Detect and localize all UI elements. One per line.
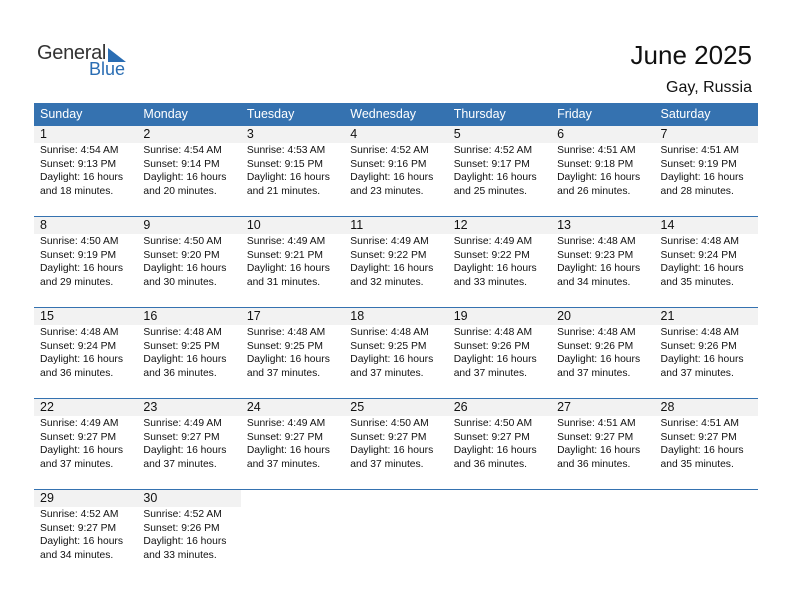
empty-day-cell: [344, 490, 447, 580]
day-cell: [655, 308, 758, 398]
day-number: 11: [344, 217, 447, 234]
sunset-text: Sunset: 9:19 PM: [660, 158, 737, 170]
day-cell: [137, 399, 240, 489]
day-info: [34, 144, 137, 198]
daylight-text: and 37 minutes.: [453, 367, 527, 379]
daylight-text: and 37 minutes.: [246, 458, 321, 470]
sunset-text: Sunset: 9:19 PM: [40, 249, 117, 261]
day-cell: [34, 399, 137, 489]
day-info: [344, 417, 447, 471]
daylight-text: and 34 minutes.: [40, 549, 114, 561]
week-row: [34, 307, 758, 398]
day-number: 15: [34, 308, 137, 325]
sunrise-text: Sunrise: 4:51 AM: [660, 145, 739, 156]
day-number: 12: [448, 217, 551, 234]
day-info: [655, 326, 758, 380]
sunrise-text: Sunrise: 4:50 AM: [143, 236, 222, 247]
day-number: 27: [551, 399, 654, 416]
week-row: [34, 216, 758, 307]
day-info: [137, 235, 240, 289]
day-info: [655, 235, 758, 289]
sunset-text: Sunset: 9:26 PM: [660, 340, 737, 352]
day-number: 19: [448, 308, 551, 325]
sunrise-text: Sunrise: 4:53 AM: [246, 145, 326, 156]
sunset-text: Sunset: 9:21 PM: [246, 249, 323, 261]
sunset-text: Sunset: 9:26 PM: [143, 522, 220, 534]
daylight-text: and 29 minutes.: [40, 276, 114, 288]
daylight-text: Daylight: 16 hours: [143, 263, 227, 275]
weekday-sunday: Sunday: [40, 107, 83, 121]
day-cell: [448, 399, 551, 489]
sunrise-text: Sunrise: 4:49 AM: [246, 418, 326, 429]
sunset-text: Sunset: 9:25 PM: [143, 340, 220, 352]
daylight-text: Daylight: 16 hours: [660, 354, 744, 366]
day-info: [655, 417, 758, 471]
sunset-text: Sunset: 9:27 PM: [453, 431, 530, 443]
sunrise-text: Sunrise: 4:51 AM: [557, 418, 636, 429]
daylight-text: Daylight: 16 hours: [40, 263, 123, 275]
sunset-text: Sunset: 9:26 PM: [453, 340, 530, 352]
daylight-text: Daylight: 16 hours: [143, 445, 227, 457]
sunrise-text: Sunrise: 4:48 AM: [557, 327, 636, 338]
sunrise-text: Sunrise: 4:51 AM: [660, 418, 739, 429]
daylight-text: Daylight: 16 hours: [453, 354, 537, 366]
day-number: 2: [137, 126, 240, 143]
sunrise-text: Sunrise: 4:51 AM: [557, 145, 636, 156]
daylight-text: and 36 minutes.: [453, 458, 527, 470]
daylight-text: and 20 minutes.: [143, 185, 217, 197]
daylight-text: and 21 minutes.: [246, 185, 321, 197]
sunrise-text: Sunrise: 4:50 AM: [40, 236, 119, 247]
sunset-text: Sunset: 9:13 PM: [40, 158, 117, 170]
weekday-monday: Monday: [143, 107, 188, 121]
daylight-text: Daylight: 16 hours: [143, 354, 227, 366]
daylight-text: Daylight: 16 hours: [660, 445, 744, 457]
daylight-text: Daylight: 16 hours: [557, 445, 641, 457]
daylight-text: and 35 minutes.: [660, 276, 734, 288]
day-info: [344, 144, 447, 198]
day-number: 8: [34, 217, 137, 234]
day-number: 29: [34, 490, 137, 507]
day-number: 5: [448, 126, 551, 143]
day-cell: [34, 490, 137, 580]
daylight-text: Daylight: 16 hours: [350, 263, 434, 275]
daylight-text: and 25 minutes.: [453, 185, 527, 197]
sunset-text: Sunset: 9:25 PM: [350, 340, 427, 352]
page-title: June 2025: [630, 40, 752, 70]
day-info: [344, 235, 447, 289]
day-cell: [655, 217, 758, 307]
daylight-text: Daylight: 16 hours: [453, 263, 537, 275]
day-info: [137, 508, 240, 562]
day-info: [344, 326, 447, 380]
day-number: 30: [137, 490, 240, 507]
weekday-tuesday: Tuesday: [246, 107, 295, 121]
day-cell: [551, 217, 654, 307]
daylight-text: and 18 minutes.: [40, 185, 114, 197]
day-cell: [241, 217, 344, 307]
sunset-text: Sunset: 9:26 PM: [557, 340, 634, 352]
sunrise-text: Sunrise: 4:50 AM: [453, 418, 533, 429]
sunset-text: Sunset: 9:27 PM: [143, 431, 220, 443]
day-number: 23: [137, 399, 240, 416]
day-number: 4: [344, 126, 447, 143]
daylight-text: and 31 minutes.: [246, 276, 321, 288]
daylight-text: Daylight: 16 hours: [660, 172, 744, 184]
day-cell: [34, 126, 137, 216]
day-cell: [551, 126, 654, 216]
sunset-text: Sunset: 9:27 PM: [557, 431, 634, 443]
sunrise-text: Sunrise: 4:54 AM: [40, 145, 119, 156]
sunrise-text: Sunrise: 4:49 AM: [246, 236, 326, 247]
day-number: 1: [34, 126, 137, 143]
day-cell: [137, 308, 240, 398]
daylight-text: and 28 minutes.: [660, 185, 734, 197]
day-info: [241, 417, 344, 471]
sunrise-text: Sunrise: 4:48 AM: [557, 236, 636, 247]
day-info: [448, 235, 551, 289]
day-info: [551, 326, 654, 380]
logo-text-general: General: [37, 42, 107, 64]
day-number: 3: [241, 126, 344, 143]
weekday-wednesday: Wednesday: [350, 107, 417, 121]
day-cell: [655, 126, 758, 216]
daylight-text: Daylight: 16 hours: [246, 445, 330, 457]
daylight-text: Daylight: 16 hours: [350, 354, 434, 366]
daylight-text: and 37 minutes.: [350, 367, 424, 379]
daylight-text: and 36 minutes.: [557, 458, 631, 470]
weekday-header: [34, 103, 758, 125]
location-label: Gay, Russia: [666, 79, 752, 96]
day-info: [137, 326, 240, 380]
sunset-text: Sunset: 9:24 PM: [40, 340, 117, 352]
sunrise-text: Sunrise: 4:52 AM: [350, 145, 429, 156]
sunset-text: Sunset: 9:24 PM: [660, 249, 737, 261]
day-number: 10: [241, 217, 344, 234]
sunset-text: Sunset: 9:27 PM: [40, 522, 117, 534]
day-info: [655, 144, 758, 198]
daylight-text: Daylight: 16 hours: [557, 263, 641, 275]
sunrise-text: Sunrise: 4:49 AM: [453, 236, 533, 247]
sunset-text: Sunset: 9:18 PM: [557, 158, 634, 170]
sunrise-text: Sunrise: 4:48 AM: [350, 327, 429, 338]
day-info: [448, 326, 551, 380]
daylight-text: Daylight: 16 hours: [246, 263, 330, 275]
daylight-text: Daylight: 16 hours: [557, 354, 641, 366]
daylight-text: and 37 minutes.: [143, 458, 217, 470]
day-cell: [241, 126, 344, 216]
sunrise-text: Sunrise: 4:54 AM: [143, 145, 222, 156]
logo-text-blue: Blue: [89, 59, 126, 79]
day-info: [241, 326, 344, 380]
sunset-text: Sunset: 9:27 PM: [246, 431, 323, 443]
daylight-text: and 37 minutes.: [660, 367, 734, 379]
daylight-text: and 30 minutes.: [143, 276, 217, 288]
day-number: 14: [655, 217, 758, 234]
daylight-text: Daylight: 16 hours: [350, 172, 434, 184]
day-info: [551, 417, 654, 471]
daylight-text: and 36 minutes.: [40, 367, 114, 379]
sunrise-text: Sunrise: 4:52 AM: [143, 509, 222, 520]
sunset-text: Sunset: 9:27 PM: [660, 431, 737, 443]
day-info: [551, 235, 654, 289]
daylight-text: Daylight: 16 hours: [246, 172, 330, 184]
sunrise-text: Sunrise: 4:48 AM: [453, 327, 533, 338]
empty-day-cell: [655, 490, 758, 580]
daylight-text: Daylight: 16 hours: [143, 172, 227, 184]
day-number: 28: [655, 399, 758, 416]
day-info: [34, 417, 137, 471]
sunrise-text: Sunrise: 4:52 AM: [40, 509, 119, 520]
daylight-text: Daylight: 16 hours: [350, 445, 434, 457]
daylight-text: and 23 minutes.: [350, 185, 424, 197]
day-number: 26: [448, 399, 551, 416]
day-info: [241, 144, 344, 198]
day-info: [241, 235, 344, 289]
daylight-text: and 26 minutes.: [557, 185, 631, 197]
sunset-text: Sunset: 9:25 PM: [246, 340, 323, 352]
day-number: 22: [34, 399, 137, 416]
day-cell: [241, 308, 344, 398]
daylight-text: and 34 minutes.: [557, 276, 631, 288]
day-cell: [344, 217, 447, 307]
daylight-text: Daylight: 16 hours: [40, 172, 123, 184]
empty-day-cell: [551, 490, 654, 580]
daylight-text: Daylight: 16 hours: [40, 354, 123, 366]
daylight-text: Daylight: 16 hours: [246, 354, 330, 366]
day-cell: [551, 308, 654, 398]
day-cell: [34, 217, 137, 307]
day-number: 20: [551, 308, 654, 325]
sunset-text: Sunset: 9:27 PM: [40, 431, 117, 443]
day-info: [137, 417, 240, 471]
day-number: 7: [655, 126, 758, 143]
day-number: 9: [137, 217, 240, 234]
weeks-container: [34, 125, 758, 580]
day-number: 13: [551, 217, 654, 234]
day-info: [34, 508, 137, 562]
daylight-text: and 32 minutes.: [350, 276, 424, 288]
sunset-text: Sunset: 9:16 PM: [350, 158, 427, 170]
day-number: 25: [344, 399, 447, 416]
sunrise-text: Sunrise: 4:48 AM: [660, 327, 739, 338]
day-cell: [34, 308, 137, 398]
day-info: [448, 144, 551, 198]
sunrise-text: Sunrise: 4:49 AM: [40, 418, 119, 429]
day-cell: [137, 490, 240, 580]
day-info: [137, 144, 240, 198]
day-cell: [241, 399, 344, 489]
week-row: [34, 398, 758, 489]
weekday-friday: Friday: [557, 107, 592, 121]
day-cell: [551, 399, 654, 489]
day-info: [34, 326, 137, 380]
day-cell: [137, 126, 240, 216]
day-cell: [448, 308, 551, 398]
day-number: 24: [241, 399, 344, 416]
sunset-text: Sunset: 9:23 PM: [557, 249, 634, 261]
weekday-thursday: Thursday: [453, 107, 506, 121]
daylight-text: and 37 minutes.: [246, 367, 321, 379]
daylight-text: and 37 minutes.: [40, 458, 114, 470]
daylight-text: and 35 minutes.: [660, 458, 734, 470]
daylight-text: and 33 minutes.: [143, 549, 217, 561]
logo: [37, 42, 137, 82]
calendar-grid: [34, 103, 758, 580]
daylight-text: Daylight: 16 hours: [453, 172, 537, 184]
sunrise-text: Sunrise: 4:50 AM: [350, 418, 429, 429]
day-number: 6: [551, 126, 654, 143]
day-number: 21: [655, 308, 758, 325]
daylight-text: Daylight: 16 hours: [557, 172, 641, 184]
daylight-text: Daylight: 16 hours: [40, 445, 123, 457]
empty-day-cell: [241, 490, 344, 580]
sunset-text: Sunset: 9:27 PM: [350, 431, 427, 443]
day-info: [448, 417, 551, 471]
day-cell: [448, 217, 551, 307]
sunrise-text: Sunrise: 4:48 AM: [40, 327, 119, 338]
day-cell: [344, 399, 447, 489]
daylight-text: and 37 minutes.: [557, 367, 631, 379]
sunrise-text: Sunrise: 4:48 AM: [143, 327, 222, 338]
daylight-text: and 37 minutes.: [350, 458, 424, 470]
day-number: 16: [137, 308, 240, 325]
day-number: 17: [241, 308, 344, 325]
daylight-text: Daylight: 16 hours: [40, 536, 123, 548]
sunrise-text: Sunrise: 4:52 AM: [453, 145, 533, 156]
daylight-text: Daylight: 16 hours: [660, 263, 744, 275]
day-info: [34, 235, 137, 289]
daylight-text: and 33 minutes.: [453, 276, 527, 288]
sunrise-text: Sunrise: 4:49 AM: [143, 418, 222, 429]
weekday-saturday: Saturday: [660, 107, 711, 121]
week-row: [34, 489, 758, 580]
day-cell: [655, 399, 758, 489]
sunset-text: Sunset: 9:14 PM: [143, 158, 220, 170]
daylight-text: and 36 minutes.: [143, 367, 217, 379]
day-info: [551, 144, 654, 198]
day-number: 18: [344, 308, 447, 325]
sunrise-text: Sunrise: 4:49 AM: [350, 236, 429, 247]
sunset-text: Sunset: 9:22 PM: [350, 249, 427, 261]
day-cell: [448, 126, 551, 216]
sunrise-text: Sunrise: 4:48 AM: [246, 327, 326, 338]
daylight-text: Daylight: 16 hours: [453, 445, 537, 457]
sunset-text: Sunset: 9:22 PM: [453, 249, 530, 261]
day-cell: [344, 126, 447, 216]
sunrise-text: Sunrise: 4:48 AM: [660, 236, 739, 247]
sunset-text: Sunset: 9:15 PM: [246, 158, 323, 170]
day-cell: [137, 217, 240, 307]
sunset-text: Sunset: 9:20 PM: [143, 249, 220, 261]
week-row: [34, 125, 758, 216]
day-cell: [344, 308, 447, 398]
daylight-text: Daylight: 16 hours: [143, 536, 227, 548]
empty-day-cell: [448, 490, 551, 580]
sunset-text: Sunset: 9:17 PM: [453, 158, 530, 170]
